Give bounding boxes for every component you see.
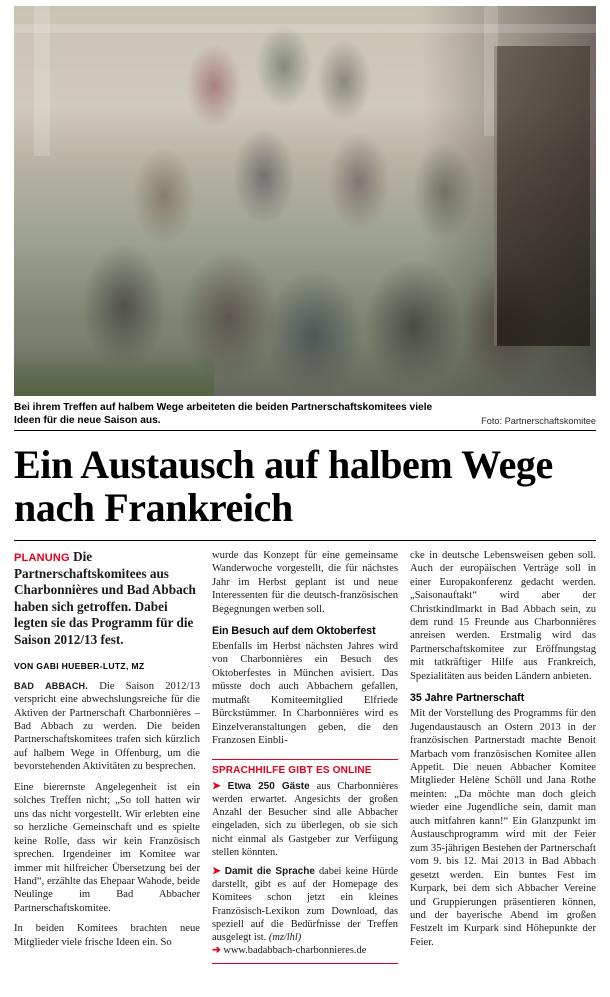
- building-doorway: [494, 46, 590, 346]
- paragraph-1-1-text: Die Saison 2012/13 verspricht eine abwechslungsreiche für die Aktiven der Partnerschaft Charbonnières – Bad Abbach zu werden. Die beiden Partnerschaftskomitees trafen sich kürzlich auf halbem Wege in Offenburg, um die bevorstehenden Aktivitäten zu besprechen.: [14, 680, 200, 773]
- newspaper-page: [0, 6, 610, 997]
- article-byline: VON GABI HUEBER-LUTZ, MZ: [14, 660, 145, 671]
- lead-text: Die Partnerschaftskomitees aus Charbonnières und Bad Abbach haben sich getroffen. Dabei legten sie das Programm für die Saison 2012/13 fest.: [14, 548, 196, 648]
- paragraph-2-2: Ebenfalls im Herbst nächsten Jahres wird von Charbonnières ein Besuch des Oktoberfestes in München avisiert. Das müsste doch auch Abbachern gefallen, mutmaßt Komiteemitglied Elfriede Bürckstümmer. In Charbonnières wird es Einzelveranstaltungen geben, die den Franzosen Einbli-: [212, 640, 398, 747]
- subhead-35-jahre: 35 Jahre Partnerschaft: [410, 692, 525, 705]
- paragraph-1-2: Eine bierernste Angelegenheit ist ein solches Treffen nicht; „So toll hatten wir uns das nicht vorgestellt. Wir erlebten eine so herzliche Gemeinschaft und es spielte keine Rolle, dass wir kein Französisch sprechen. Irgendeiner im Komitee war immer mit hilfreicher Übersetzung bei der Hand“, erzählte das Ehepaar Wahode, beide Neulinge im Bad Abbacher Partnerschaftskomitee.: [14, 781, 200, 914]
- info-box-item-1: [212, 780, 398, 859]
- subhead-oktoberfest: Ein Besuch auf dem Oktoberfest: [212, 624, 376, 637]
- article-headline: Ein Austausch auf halbem Wege nach Frankreich: [14, 442, 553, 530]
- paragraph-1-3: In beiden Komitees brachten neue Mitglieder viele frische Ideen ein. So: [14, 923, 200, 948]
- column-3: [410, 549, 596, 964]
- info-item-2-text: dabei keine Hürde darstellt, gibt es auf der Homepage des Komitees schon jetzt ein kleines Französisch-Lexikon zum Download, das speziell auf die Bedürfnisse der Treffen ausgelegt ist.: [212, 865, 398, 943]
- info-box: [212, 759, 398, 964]
- article-dateline: BAD ABBACH.: [14, 680, 88, 691]
- article-lead: [14, 549, 200, 649]
- building-column-left: [34, 6, 50, 156]
- info-box-link[interactable]: www.badabbach-charbonnieres.de: [223, 944, 367, 956]
- bullet-icon-2: ➤: [212, 865, 221, 877]
- info-item-1-text: aus Charbonnières werden erwartet. Angesichts der großen Anzahl der Besucher sind alle Abbacher eingeladen, sich zu überlegen, ob sie sich nicht einmal als Gastgeber zur Verfügung stellen könnten.: [212, 780, 399, 858]
- info-box-item-2: [212, 865, 398, 944]
- paragraph-3-1: cke in deutsche Lebensweisen geben soll. Auch der europäischen Verträge soll in einer Europakonferenz gedacht werden. „Saisonauftakt“ wird aber der Christkindlmarkt in Bad Abbach sein, zu dem rund 15 Freunde aus Charbonnières anreisen werden. Erstmalig wird das Partnerschaftskomitee zur Eröffnungstag mit tatkräftiger Hilfe aus Frankreich, Spezialitäten aus beiden Ländern anbieten.: [410, 549, 596, 682]
- info-box-link-row: [212, 944, 398, 957]
- photo-credit: Foto: Partnerschaftskomitee: [481, 416, 596, 427]
- grass-area: [14, 354, 214, 396]
- column-2: [212, 549, 398, 964]
- paragraph-2-1: wurde das Konzept für eine gemeinsame Wanderwoche vorgestellt, die für nächstes Jahr im Herbst geplant ist und neue Interessenten für die deutsch-französischen Begegnungen werben soll.: [212, 549, 398, 615]
- paragraph-1-1: [14, 680, 200, 774]
- arrow-right-icon: ➔: [212, 944, 221, 956]
- info-box-title: SPRACHHILFE GIBT ES ONLINE: [212, 764, 372, 776]
- photo-image: [14, 6, 596, 396]
- paragraph-3-2: Mit der Vorstellung des Programms für den Jugendaustausch an Ostern 2013 in der französischen Partnerstadt machte Benoit Marbach vom französischen Komitee allen Appetit. Die neuen Abbacher Komitee Mitglieder Helène Schöll und Jana Rothe meinten: „Da möchte man doch gleich wieder eine Jugendliche sein, damit man auch mitfahren kann!“ Ein Glanzpunkt im Austauschprogramm wird mit der Feier zum 35-jährigen Bestehen der Partnerschaft vom 9. bis 12. Mai 2013 in Bad Abbach gesetzt werden. Ein buntes Fest im Kurpark, bei dem sich Abbacher Vereine und Gruppierungen präsentieren können, und der bayerische Abend im großen Festzelt im Kurpark sind Höhepunkte der Feier.: [410, 708, 596, 948]
- photo-caption-bar: [14, 401, 596, 431]
- photo-caption-text: Bei ihrem Treffen auf halbem Wege arbeiteten die beiden Partnerschaftskomitees viele Ideen für die neue Saison aus.: [14, 402, 433, 427]
- info-item-2-signature: (mz/lhl): [268, 931, 302, 943]
- building-lintel: [14, 24, 596, 33]
- article-columns: [14, 540, 596, 964]
- info-item-1-bold: Etwa 250 Gäste: [227, 780, 310, 792]
- bullet-icon: ➤: [212, 780, 221, 792]
- column-1: [14, 549, 200, 964]
- article-photo: [14, 6, 596, 396]
- info-item-2-bold: Damit die Sprache: [224, 865, 315, 877]
- lead-kicker: PLANUNG: [14, 551, 70, 564]
